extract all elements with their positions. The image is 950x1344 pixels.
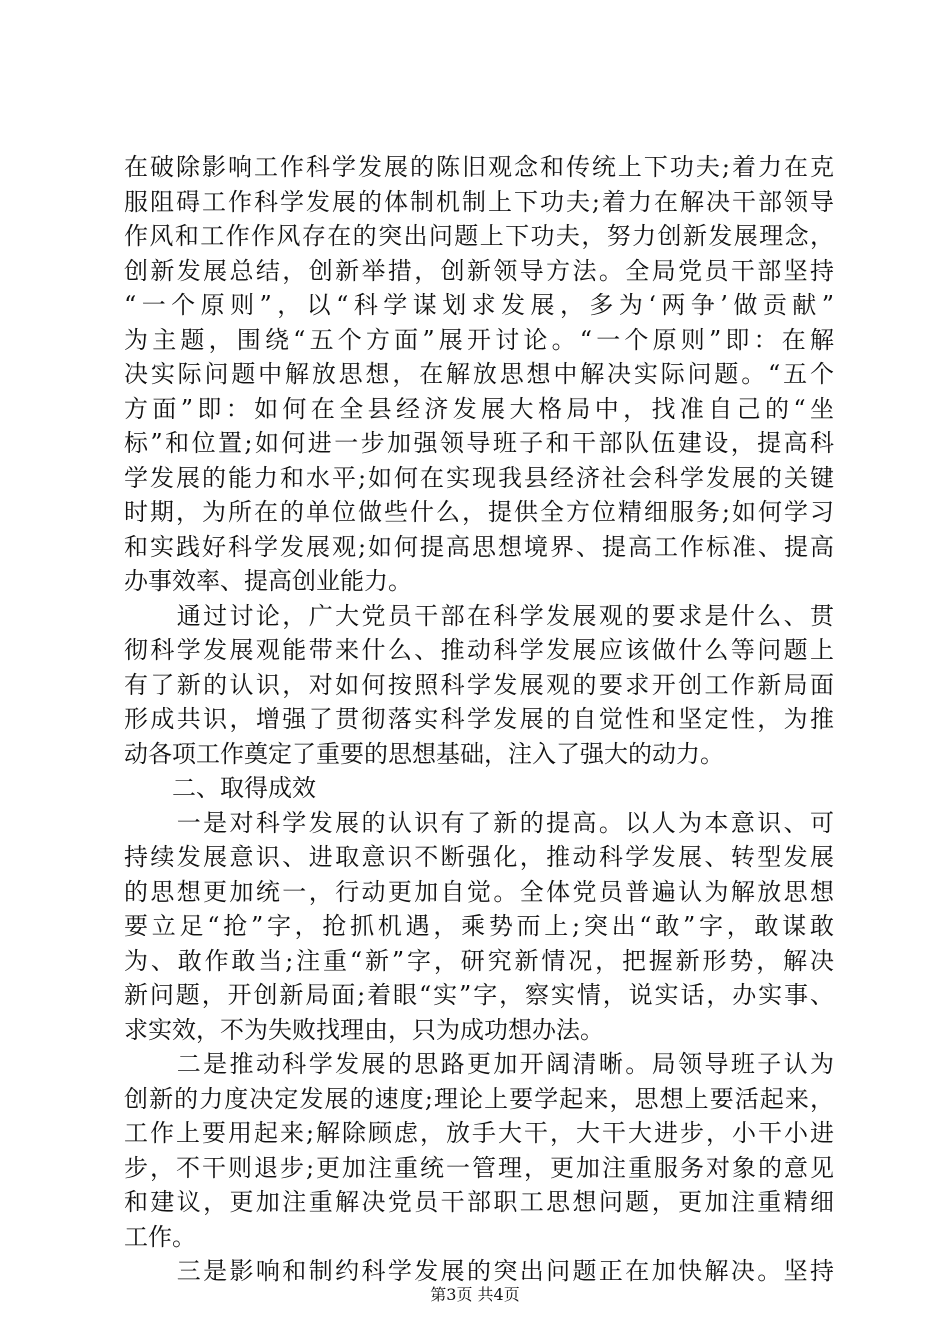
text-line: 决实际问题中解放思想，在解放思想中解决实际问题。“五个	[124, 360, 834, 388]
text-line: 学发展的能力和水平;如何在实现我县经济社会科学发展的关键	[124, 463, 834, 492]
text-line: 作风和工作作风存在的突出问题上下功夫，努力创新发展理念，	[124, 222, 834, 250]
text-line: 为主题，围绕“五个方面”展开讨论。“一个原则”即：在解	[124, 325, 834, 354]
document-body	[124, 150, 834, 1289]
text-line: 创新发展总结，创新举措，创新领导方法。全局党员干部坚持	[124, 256, 834, 285]
text-line: 持续发展意识、进取意识不断强化，推动科学发展、转型发展	[124, 843, 834, 871]
text-line: 工作。	[124, 1222, 196, 1251]
text-line: 为、敢作敢当;注重“新”字，研究新情况，把握新形势，解决	[124, 946, 834, 975]
text-line: “一个原则”，以“科学谋划求发展，多为‘两争’做贡献”	[124, 291, 834, 319]
text-line: 要立足“抢”字，抢抓机遇，乘势而上;突出“敢”字，敢谋敢	[124, 912, 834, 940]
text-line: 和建议，更加注重解决党员干部职工思想问题，更加注重精细	[124, 1188, 834, 1216]
text-line: 和实践好科学发展观;如何提高思想境界、提高工作标准、提高	[124, 532, 834, 561]
text-line: 一是对科学发展的认识有了新的提高。以人为本意识、可	[124, 808, 834, 837]
text-line: 步，不干则退步;更加注重统一管理，更加注重服务对象的意见	[124, 1153, 834, 1182]
text-line: 动各项工作奠定了重要的思想基础，注入了强大的动力。	[124, 739, 724, 768]
text-line: 在破除影响工作科学发展的陈旧观念和传统上下功夫;着力在克	[124, 153, 834, 181]
text-line: 时期，为所在的单位做些什么，提供全方位精细服务;如何学习	[124, 498, 834, 526]
text-line: 形成共识，增强了贯彻落实科学发展的自觉性和坚定性，为推	[124, 705, 834, 733]
text-line: 求实效，不为失败找理由，只为成功想办法。	[124, 1015, 604, 1044]
text-line: 有了新的认识，对如何按照科学发展观的要求开创工作新局面	[124, 670, 834, 699]
text-line: 彻科学发展观能带来什么、推动科学发展应该做什么等问题上	[124, 636, 834, 664]
text-line: 通过讨论，广大党员干部在科学发展观的要求是什么、贯	[124, 601, 834, 630]
text-line: 的思想更加统一，行动更加自觉。全体党员普遍认为解放思想	[124, 877, 834, 906]
text-line: 二是推动科学发展的思路更加开阔清晰。局领导班子认为	[124, 1050, 834, 1078]
text-line: 方面”即：如何在全县经济发展大格局中，找准自己的“坐	[124, 394, 834, 423]
text-line: 工作上要用起来;解除顾虑，放手大干，大干大进步，小干小进	[124, 1119, 834, 1147]
page-footer: 第3页 共4页	[430, 1285, 520, 1304]
text-line: 三是影响和制约科学发展的突出问题正在加快解决。坚持	[124, 1257, 834, 1285]
text-line: 创新的力度决定发展的速度;理论上要学起来，思想上要活起来，	[124, 1084, 834, 1113]
text-line: 新问题，开创新局面;着眼“实”字，察实情，说实话，办实事、	[124, 981, 834, 1009]
text-line: 标”和位置;如何进一步加强领导班子和干部队伍建设，提高科	[124, 429, 834, 457]
text-line: 二、取得成效	[124, 774, 316, 802]
text-line: 办事效率、提高创业能力。	[124, 567, 412, 595]
text-line: 服阻碍工作科学发展的体制机制上下功夫;着力在解决干部领导	[124, 187, 834, 216]
